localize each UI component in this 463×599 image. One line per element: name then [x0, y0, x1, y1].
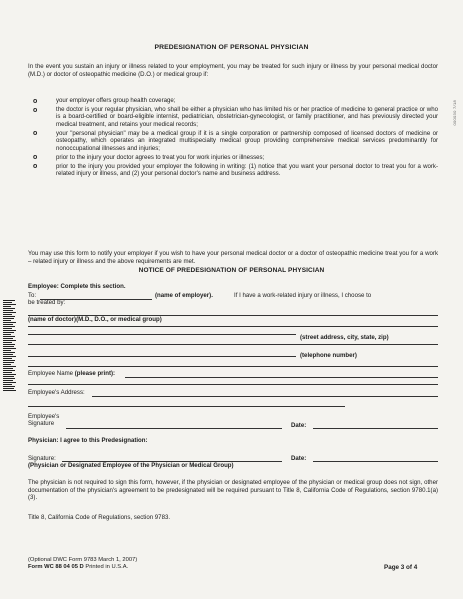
footer-optional-form: (Optional DWC Form 9783 March 1, 2007) — [28, 557, 138, 563]
employer-label: (name of employer). — [155, 292, 213, 299]
employee-name-label: Employee Name (please print): — [28, 370, 116, 377]
divider — [28, 384, 438, 385]
to-label: To: — [28, 292, 37, 299]
employee-address-field-2[interactable] — [28, 406, 345, 407]
list-item: o prior to the injury your doctor agrees to treat you for work injuries or illnesses; — [33, 153, 265, 162]
employee-address-field[interactable] — [92, 396, 438, 397]
bullet-icon: o — [33, 154, 38, 162]
notice-title: NOTICE OF PREDESIGNATION OF PERSONAL PHYSICIAN — [138, 267, 325, 274]
employee-date-field[interactable] — [313, 428, 438, 429]
physician-section-heading: Physician: I agree to this Predesignation: — [28, 437, 148, 444]
bullet-icon: o — [33, 130, 38, 138]
employer-text: If I have a work-related injury or illness, I choose to — [234, 292, 372, 299]
footer-form-number: Form WC 88 04 05 D Printed in U.S.A. — [28, 564, 129, 570]
disclaimer-paragraph: The physician is not required to sign this form, however, if the physician or designated employee of the physician or medical group does not sign, other documentation of the physician's agreement to be predesignated will be required pursuant to Title 8, California Code of Regulations, section 9780.1(a)(3). — [28, 479, 438, 501]
bullet-icon: o — [33, 106, 38, 114]
page-title: PREDESIGNATION OF PERSONAL PHYSICIAN — [154, 44, 309, 51]
usage-note: You may use this form to notify your employer if you wish to have your personal medical doctor or a doctor of osteopathic medicine treat you for a work – related injury or illness and the above requirements are met. — [28, 250, 438, 265]
divider — [28, 366, 438, 367]
employee-signature-label: Employee's Signature — [28, 413, 60, 428]
employee-signature-field[interactable] — [66, 428, 282, 429]
page-number: Page 3 of 4 — [384, 564, 418, 571]
physician-signature-caption: (Physician or Designated Employee of the Physician or Medical Group) — [28, 462, 234, 469]
doctor-phone-field[interactable] — [28, 356, 296, 357]
regulation-reference: Title 8, California Code of Regulations, section 9783. — [28, 514, 171, 521]
list-item: o prior to the injury you provided your employer the following in writing: (1) notice that you want your personal doctor to treat you for a work-related injury or illness, and (2) your personal doctor's name and business address. — [33, 162, 438, 178]
employee-section-heading: Employee: Complete this section. — [28, 283, 126, 290]
doctor-name-label: (name of doctor)(M.D., D.O., or medical group) — [28, 316, 162, 323]
conditions-list — [28, 97, 438, 179]
employee-address-label: Employee's Address: — [28, 389, 85, 396]
employee-date-label: Date: — [291, 422, 307, 429]
physician-date-field[interactable] — [313, 461, 438, 462]
intro-paragraph: In the event you sustain an injury or illness related to your employment, you may be treated for such injury or illness by your personal medical doctor (M.D.) or doctor of osteopathic medicine (D.O.) or medical group if: — [28, 63, 438, 78]
barcode — [3, 300, 17, 392]
doctor-address-field[interactable] — [28, 334, 296, 335]
list-item: o your employer offers group health coverage; — [33, 97, 176, 105]
doctor-address-field-2[interactable] — [28, 344, 438, 345]
list-item: o the doctor is your regular physician, who shall be either a physician who has limited his or her practice of medicine to general practice or who is a board-certified or board-eligible internist, pediatrician, obstetrician-gynecologist, or family practitioner, and has previously directed your medical treatment, and retains your medical records; — [33, 106, 438, 128]
bullet-icon: o — [33, 97, 38, 105]
address-label: (street address, city, state, zip) — [300, 334, 389, 341]
phone-label: (telephone number) — [300, 352, 357, 359]
doctor-name-field-2[interactable] — [28, 326, 438, 327]
bullet-icon: o — [33, 163, 38, 171]
physician-date-label: Date: — [291, 455, 307, 462]
list-item: o your "personal physician" may be a medical group if it is a single corporation or partnership composed of licensed doctors of medicine or osteopathy, which operates an integrated multispecialty medical group providing comprehensive medical services predominantly for nonoccupational illnesses and injuries; — [33, 129, 438, 152]
physician-signature-label: Signature: — [28, 455, 56, 462]
employee-name-field[interactable] — [125, 377, 438, 378]
treated-by-label: be treated by: — [28, 299, 66, 306]
side-form-code: 000030 7/18 — [452, 100, 457, 126]
